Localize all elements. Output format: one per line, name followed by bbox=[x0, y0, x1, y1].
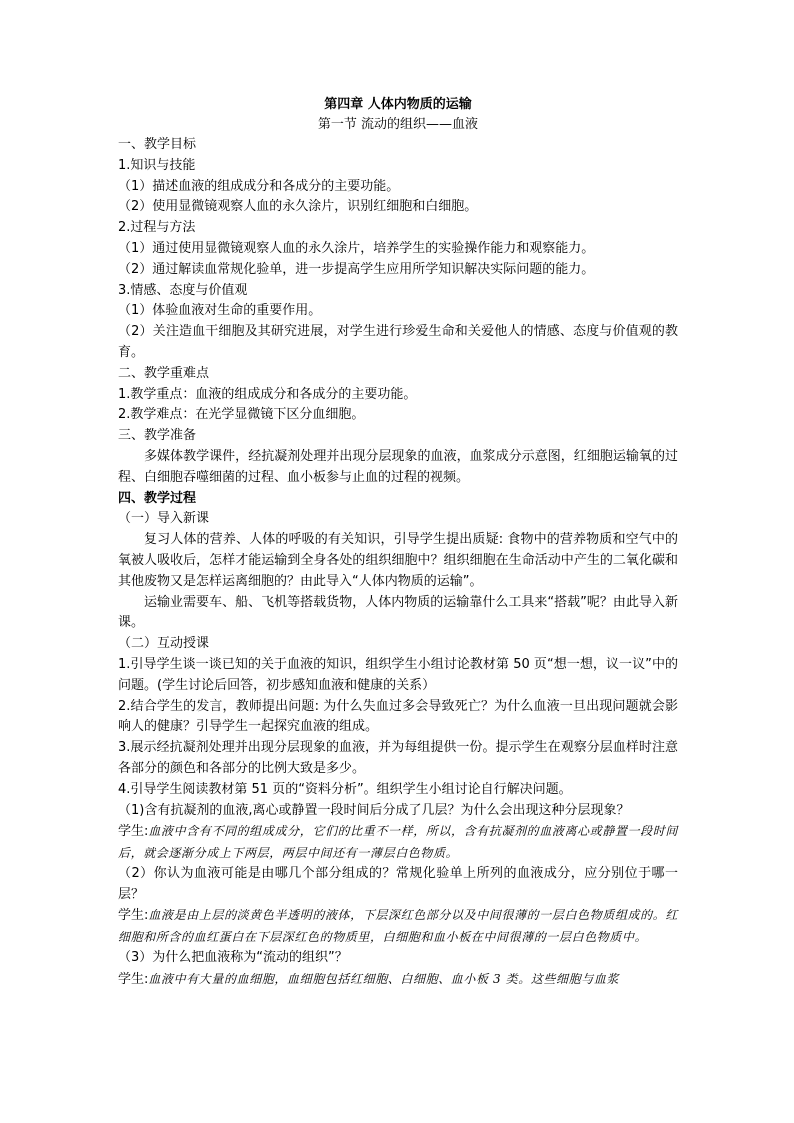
heading-preparation: 三、教学准备 bbox=[118, 428, 197, 444]
heading-introduction: （一）导入新课 bbox=[118, 511, 210, 527]
answer-text: 血液中有大量的血细胞，血细胞包括红细胞、白细胞、血小板 3 类。这些细胞与血浆 bbox=[148, 971, 620, 986]
document-page bbox=[118, 95, 678, 991]
student-label: 学生: bbox=[118, 971, 149, 987]
teaching-step: 2.结合学生的发言，教师提出问题: 为什么失血过多会导致死亡？为什么血液一旦出现问题就会影响人的健康？引导学生一起探究血液的组成。 bbox=[118, 698, 678, 735]
teaching-step: 1.引导学生谈一谈已知的关于血液的知识，组织学生小组讨论教材第 50 页“想一想，议一议”中的问题。(学生讨论后回答，初步感知血液和健康的关系） bbox=[118, 656, 678, 693]
introduction-paragraph: 运输业需要车、船、飞机等搭载货物，人体内物质的运输靠什么工具来“搭载”呢？由此导入新课。 bbox=[118, 594, 678, 631]
objective-item: （2）关注造血干细胞及其研究进展，对学生进行珍爱生命和关爱他人的情感、态度与价值观的教育。 bbox=[118, 324, 678, 360]
teaching-step: 3.展示经抗凝剂处理并出现分层现象的血液，并为每组提供一份。提示学生在观察分层血样时注意各部分的颜色和各部分的比例大致是多少。 bbox=[118, 740, 678, 776]
chapter-title: 第四章 人体内物质的运输 bbox=[324, 97, 472, 112]
objective-item: （1）通过使用显微镜观察人血的永久涂片，培养学生的实验操作能力和观察能力。 bbox=[118, 240, 595, 256]
question: （1)含有抗凝剂的血液,离心或静置一段时间后分成了几层？为什么会出现这种分层现象？ bbox=[118, 802, 630, 818]
teaching-step: 4.引导学生阅读教材第 51 页的“资料分析”。组织学生小组讨论自行解决问题。 bbox=[118, 781, 572, 797]
introduction-paragraph: 复习人体的营养、人体的呼吸的有关知识，引导学生提出质疑: 食物中的营养物质和空气中的氧被人吸收后，怎样才能运输到全身各处的组织细胞中？组织细胞在生命活动中产生的二氧化碳和其他废物又是怎样运离细胞的？由此导入“人体内物质的运输”。 bbox=[118, 532, 678, 589]
heading-objectives: 一、教学目标 bbox=[118, 137, 197, 152]
question: （3）为什么把血液称为“流动的组织”？ bbox=[118, 950, 348, 966]
heading-attitude-values: 3.情感、态度与价值观 bbox=[118, 282, 248, 298]
question: （2）你认为血液可能是由哪几个部分组成的？常规化验单上所列的血液成分，应分别位于哪一层？ bbox=[118, 865, 678, 902]
student-label: 学生: bbox=[118, 824, 149, 840]
heading-key-points: 二、教学重难点 bbox=[118, 365, 210, 381]
student-label: 学生: bbox=[118, 908, 149, 924]
objective-item: （2）通过解读血常规化验单，进一步提高学生应用所学知识解决实际问题的能力。 bbox=[118, 261, 595, 277]
student-answer bbox=[118, 905, 678, 948]
objective-item: （2）使用显微镜观察人血的永久涂片，识别红细胞和白细胞。 bbox=[118, 199, 478, 215]
objective-item: （1）描述血液的组成成分和各成分的主要功能。 bbox=[118, 178, 400, 194]
student-answer bbox=[118, 969, 678, 991]
key-point-item: 2.教学难点：在光学显微镜下区分血细胞。 bbox=[118, 407, 365, 423]
answer-text: 血液是由上层的淡黄色半透明的液体，下层深红色部分以及中间很薄的一层白色物质组成的。红细胞和所含的血红蛋白在下层深红色的物质里，白细胞和血小板在中间很薄的一层白色物质中。 bbox=[118, 908, 678, 945]
heading-interactive-teaching: （二）互动授课 bbox=[118, 636, 210, 652]
heading-process-method: 2.过程与方法 bbox=[118, 220, 196, 236]
heading-knowledge-skills: 1.知识与技能 bbox=[118, 157, 196, 173]
heading-teaching-process: 四、教学过程 bbox=[118, 490, 197, 506]
key-point-item: 1.教学重点：血液的组成成分和各成分的主要功能。 bbox=[118, 386, 417, 402]
student-answer bbox=[118, 821, 678, 864]
section-title: 第一节 流动的组织——血液 bbox=[317, 117, 479, 132]
answer-text: 血液中含有不同的组成成分，它们的比重不一样，所以，含有抗凝剂的血液离心或静置一段时间后，就会逐渐分成上下两层，两层中间还有一薄层白色物质。 bbox=[118, 824, 678, 861]
preparation-paragraph: 多媒体教学课件，经抗凝剂处理并出现分层现象的血液，血浆成分示意图，红细胞运输氧的过程、白细胞吞噬细菌的过程、血小板参与止血的过程的视频。 bbox=[118, 448, 678, 485]
objective-item: （1）体验血液对生命的重要作用。 bbox=[118, 303, 322, 319]
